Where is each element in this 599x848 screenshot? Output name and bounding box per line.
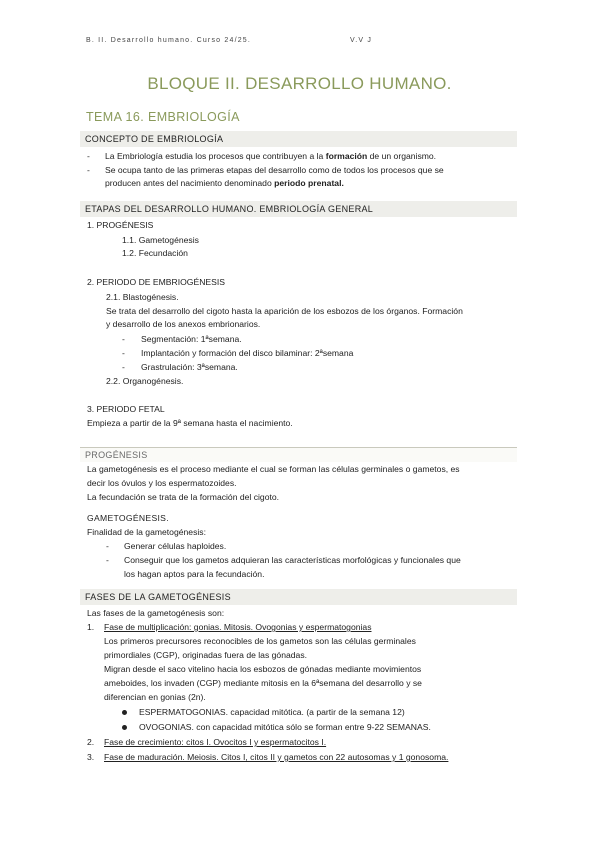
- concepto-bullet-2-line-1: Se ocupa tanto de las primeras etapas del desarrollo como de todos los procesos que se: [105, 165, 444, 175]
- paragraph-line: y desarrollo de los anexos embrionarios.: [106, 319, 261, 329]
- subheading-gametogenesis: GAMETOGÉNESIS.: [87, 513, 169, 523]
- section-heading-etapas: ETAPAS DEL DESARROLLO HUMANO. EMBRIOLOGÍA GENERAL: [80, 201, 517, 217]
- list-item: 1.2. Fecundación: [122, 248, 188, 258]
- page-title: BLOQUE II. DESARROLLO HUMANO.: [147, 74, 452, 93]
- dash: -: [122, 348, 125, 358]
- header-right: V.V J: [350, 37, 373, 44]
- dash: -: [87, 165, 90, 175]
- list-item: Fase de multiplicación: gonias. Mitosis. Ovogonias y espermatogonias: [104, 622, 372, 632]
- list-item: Implantación y formación del disco bilaminar: 2ªsemana: [141, 348, 354, 358]
- running-header: [86, 37, 513, 44]
- section-heading-concepto: CONCEPTO DE EMBRIOLOGÍA: [80, 131, 517, 147]
- dash: -: [122, 362, 125, 372]
- text: La Embriología estudia los procesos que contribuyen a la: [105, 151, 324, 161]
- dash: -: [106, 541, 109, 551]
- list-item: Grastrulación: 3ªsemana.: [141, 362, 238, 372]
- list-item: 1.1. Gametogénesis: [122, 235, 199, 245]
- bold-term: periodo prenatal.: [274, 178, 344, 188]
- list-item: Conseguir que los gametos adquieran las características morfológicas y funcionales que: [124, 555, 461, 565]
- list-item: 2.1. Blastogénesis.: [106, 292, 179, 302]
- dash: -: [106, 555, 109, 565]
- text: de un organismo.: [369, 151, 437, 161]
- list-item: 2. PERIODO DE EMBRIOGÉNESIS: [87, 277, 226, 287]
- list-item: ESPERMATOGONIAS. capacidad mitótica. (a partir de la semana 12): [139, 707, 405, 717]
- list-item: 3. PERIODO FETAL: [87, 404, 165, 414]
- paragraph-line: Las fases de la gametogénesis son:: [87, 608, 225, 618]
- header-left: B. II. Desarrollo humano. Curso 24/25.: [86, 37, 252, 44]
- paragraph-line: decir los óvulos y los espermatozoides.: [87, 478, 237, 488]
- list-number: 3.: [87, 752, 95, 762]
- paragraph-line: diferencian en gonias (2n).: [104, 692, 206, 702]
- paragraph-line: Los primeros precursores reconocibles de los gametos son las células germinales: [104, 636, 416, 646]
- concepto-bullet-1: [105, 150, 436, 162]
- list-item: 1. PROGÉNESIS: [87, 220, 154, 230]
- concepto-bullet-2-line-2: [105, 177, 344, 189]
- topic-title: TEMA 16. EMBRIOLOGÍA: [86, 110, 240, 124]
- dash: -: [122, 334, 125, 344]
- paragraph-line: La fecundación se trata de la formación del cigoto.: [87, 492, 280, 502]
- list-item: 2.2. Organogénesis.: [106, 376, 184, 386]
- paragraph-line: primordiales (CGP), originadas fuera de las gónadas.: [104, 650, 308, 660]
- list-number: 2.: [87, 737, 95, 747]
- section-heading-progenesis: PROGÉNESIS: [80, 447, 517, 462]
- list-item: Fase de crecimiento: citos I. Ovocitos I y espermatocitos I.: [104, 737, 327, 747]
- list-item: Generar células haploides.: [124, 541, 227, 551]
- list-item: los hagan aptos para la fecundación.: [124, 569, 265, 579]
- paragraph-line: Migran desde el saco vitelino hacia los esbozos de gónadas mediante movimientos: [104, 664, 422, 674]
- list-number: 1.: [87, 622, 95, 632]
- text: producen antes del nacimiento denominado: [105, 178, 272, 188]
- list-item: OVOGONIAS. con capacidad mitótica sólo se forman entre 9-22 SEMANAS.: [139, 722, 431, 732]
- bold-term: formación: [325, 151, 368, 161]
- dash: -: [87, 151, 90, 161]
- paragraph-line: Finalidad de la gametogénesis:: [87, 527, 206, 537]
- paragraph-line: Se trata del desarrollo del cigoto hasta la aparición de los esbozos de los órganos. Formación: [106, 306, 463, 316]
- list-item: Fase de maduración. Meiosis. Citos I, citos II y gametos con 22 autosomas y 1 gonosoma.: [104, 752, 449, 762]
- paragraph-line: La gametogénesis es el proceso mediante el cual se forman las células germinales o gametos, es: [87, 464, 460, 474]
- paragraph-line: Empieza a partir de la 9ª semana hasta el nacimiento.: [87, 418, 293, 428]
- section-heading-fases: FASES DE LA GAMETOGÉNESIS: [80, 589, 517, 605]
- list-item: Segmentación: 1ªsemana.: [141, 334, 242, 344]
- paragraph-line: ameboides, los invaden (CGP) mediante mitosis en la 6ªsemana del desarrollo y se: [104, 678, 422, 688]
